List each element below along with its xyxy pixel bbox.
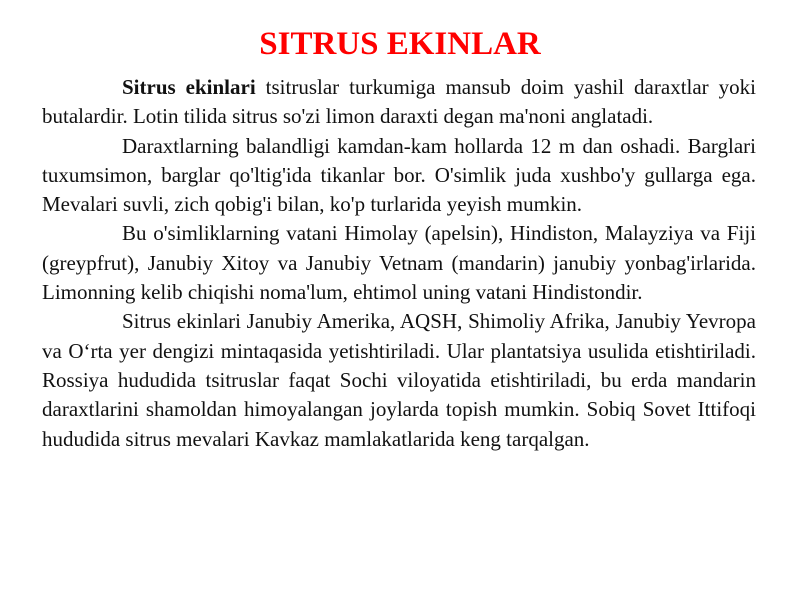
paragraph-lead: Sitrus ekinlari (122, 75, 256, 99)
paragraph-description (42, 132, 756, 220)
paragraph-intro (42, 73, 756, 132)
paragraph-text: Sitrus ekinlari Janubiy Amerika, AQSH, Shimoliy Afrika, Janubiy Yevropa va O‘rta yer dengizi mintaqasida yetishtiriladi. Ular plantatsiya usulida etishtiriladi. Rossiya hududida tsitruslar faqat Sochi viloyatida etishtiriladi, bu erda mandarin daraxtlarini shamoldan himoyalangan joylarda topish mumkin. Sobiq Sovet Ittifoqi hududida sitrus mevalari Kavkaz mamlakatlarida keng tarqalgan. (42, 309, 756, 451)
page-title: SITRUS EKINLAR (259, 26, 541, 62)
paragraph-text: Daraxtlarning balandligi kamdan-kam hollarda 12 m dan oshadi. Barglari tuxumsimon, barglar qo'ltig'ida tikanlar bor. O'simlik juda xushbo'y gullarga ega. Mevalari suvli, zich qobig'i bilan, ko'p turlarida yeyish mumkin. (42, 133, 756, 217)
paragraph-text: Bu o'simliklarning vatani Himolay (apelsin), Hindiston, Malayziya va Fiji (greypfrut), Janubiy Xitoy va Janubiy Vetnam (mandarin) janubiy yonbag'irlarida. Limonning kelib chiqishi noma'lum, ehtimol uning vatani Hindistondir. (42, 221, 756, 305)
body-text (42, 73, 756, 454)
paragraph-origin (42, 219, 756, 307)
paragraph-cultivation (42, 307, 756, 453)
paragraph-text: tsitruslar turkumiga mansub doim yashil daraxtlar yoki butalardir. Lotin tilida sitrus so'zi limon daraxti degan ma'noni anglatadi. (42, 75, 756, 129)
